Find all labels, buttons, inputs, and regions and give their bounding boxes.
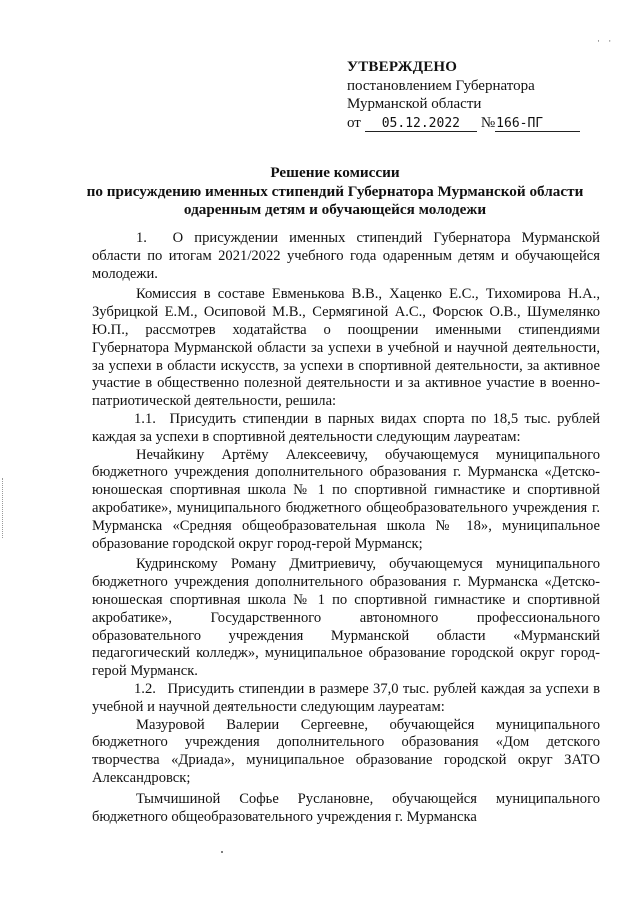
approval-date-row [347, 114, 580, 133]
laureate-4: Тымчишиной Софье Руслановне, обучающейся муниципального бюджетного общеобразовательного учреждения г. Мурманска [92, 790, 600, 825]
number-prefix: № [480, 114, 496, 131]
laureate-1: Нечайкину Артёму Алексеевичу, обучающемуся муниципального бюджетного учреждения дополнительного образования г. Мурманска «Детско-юношеская спортивная школа № 1 по спортивной гимнастике и спортивной акробатике», муниципального бюджетного общеобразовательного учреждения г. Мурманска «Средняя общеобразовательная школа № 18», муниципальное образование городской округ город-герой Мурманск; [92, 446, 600, 552]
paragraph-1-1: 1.1. Присудить стипендии в парных видах спорта по 18,5 тыс. рублей каждая за успехи в спортивной деятельности следующим лауреатам: [92, 410, 600, 445]
approval-stamp [347, 58, 580, 132]
date-prefix: от [347, 114, 361, 131]
title-line-3: одаренным детям и обучающейся молодежи [183, 201, 487, 218]
approval-line-2: Мурманской области [347, 96, 482, 112]
title-line-1: Решение комиссии [270, 164, 400, 181]
corner-scan-mark: · · [597, 36, 615, 46]
laureate-3: Мазуровой Валерии Сергеевне, обучающейся муниципального бюджетного учреждения дополнительного образования «Дом детского творчества «Дриада», муниципальное образование городской округ ЗАТО Александровск; [92, 716, 600, 786]
laureate-2: Кудринскому Роману Дмитриевичу, обучающемуся муниципального бюджетного учреждения дополнительного образования г. Мурманска «Детско-юношеская спортивная школа № 1 по спортивной гимнастике и спортивной акробатике», Государственного автономного профессионального образовательного учреждения Мурманской области «Мурманский педагогический колледж», муниципальное образование городской округ город-герой Мурманск. [92, 556, 600, 680]
decision-body [92, 230, 600, 826]
date-field: 05.12.2022 [365, 116, 477, 132]
approval-line-1: постановлением Губернатора [347, 77, 535, 94]
approval-heading: УТВЕРЖДЕНО [347, 59, 458, 75]
paragraph-1: 1. О присуждении именных стипендий Губернатора Мурманской области по итогам 2021/2022 учебного года одаренным детям и обучающейся молодежи. [92, 230, 600, 282]
number-field: 166-ПГ [495, 116, 580, 132]
paragraph-1-2: 1.2. Присудить стипендии в размере 37,0 тыс. рублей каждая за успехи в учебной и научной деятельности следующим лауреатам: [92, 680, 600, 715]
paragraph-2: Комиссия в составе Евменькова В.В., Хаценко Е.С., Тихомирова Н.А., Зубрицкой Е.М., Осиповой М.В., Сермягиной А.С., Форсюк О.В., Шумелянко Ю.П., рассмотрев ходатайства о поощрении именными стипендиями Губернатора Мурманской области за успехи в учебной и научной деятельности, за успехи в области искусств, за успехи в спортивной деятельности, за активное участие в общественно полезной деятельности и за активное участие в военно-патриотической деятельности, решила: [92, 286, 600, 410]
decision-title [70, 164, 600, 220]
scan-dot [221, 851, 223, 853]
edge-scan-mark [2, 478, 5, 538]
title-line-2: по присуждению именных стипендий Губернатора Мурманской области [86, 182, 584, 200]
